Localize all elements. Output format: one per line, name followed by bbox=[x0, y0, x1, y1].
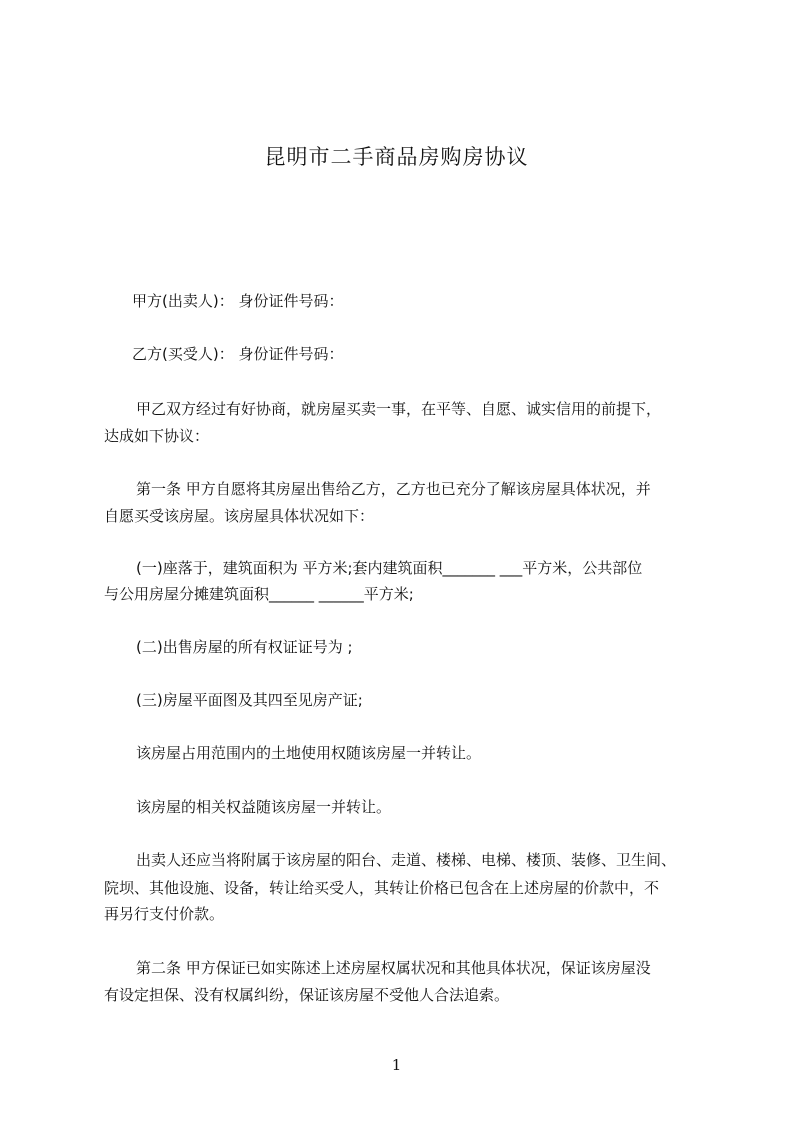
party-b-line: 乙方(买受人)： 身份证件号码： bbox=[132, 345, 344, 363]
party-a-line: 甲方(出卖人)： 身份证件号码： bbox=[132, 292, 344, 310]
item-1-line-1: (一)座落于，建筑面积为 平方米;套内建筑面积_______ ___平方米，公共部位 bbox=[136, 559, 643, 577]
land-use-line: 该房屋占用范围内的土地使用权随该房屋一并转让。 bbox=[136, 744, 482, 762]
attachment-line-1: 出卖人还应当将附属于该房屋的阳台、走道、楼梯、电梯、楼顶、装修、卫生间、 bbox=[136, 851, 677, 869]
article-2-line-1: 第二条 甲方保证已如实陈述上述房屋权属状况和其他具体状况，保证该房屋没 bbox=[136, 959, 651, 977]
attachment-line-3: 再另行支付价款。 bbox=[104, 905, 225, 923]
item-2-line: (二)出售房屋的所有权证证号为 ; bbox=[136, 638, 353, 656]
item-1-line-2: 与公用房屋分摊建筑面积______ ______平方米; bbox=[104, 585, 414, 603]
article-1-line-1: 第一条 甲方自愿将其房屋出售给乙方，乙方也已充分了解该房屋具体状况，并 bbox=[136, 480, 651, 498]
article-2-line-2: 有设定担保、没有权属纠纷，保证该房屋不受他人合法追索。 bbox=[104, 986, 510, 1004]
page-number: 1 bbox=[391, 1056, 402, 1074]
rights-line: 该房屋的相关权益随该房屋一并转让。 bbox=[136, 798, 392, 816]
attachment-line-2: 院坝、其他设施、设备，转让给买受人，其转让价格已包含在上述房屋的价款中，不 bbox=[104, 879, 660, 897]
intro-line-2: 达成如下协议： bbox=[104, 427, 210, 445]
item-3-line: (三)房屋平面图及其四至见房产证; bbox=[136, 691, 363, 709]
intro-line-1: 甲乙双方经过有好协商，就房屋买卖一事，在平等、自愿、诚实信用的前提下， bbox=[136, 400, 662, 418]
article-1-line-2: 自愿买受该房屋。该房屋具体状况如下： bbox=[104, 507, 375, 525]
document-title: 昆明市二手商品房购房协议 bbox=[264, 145, 529, 169]
